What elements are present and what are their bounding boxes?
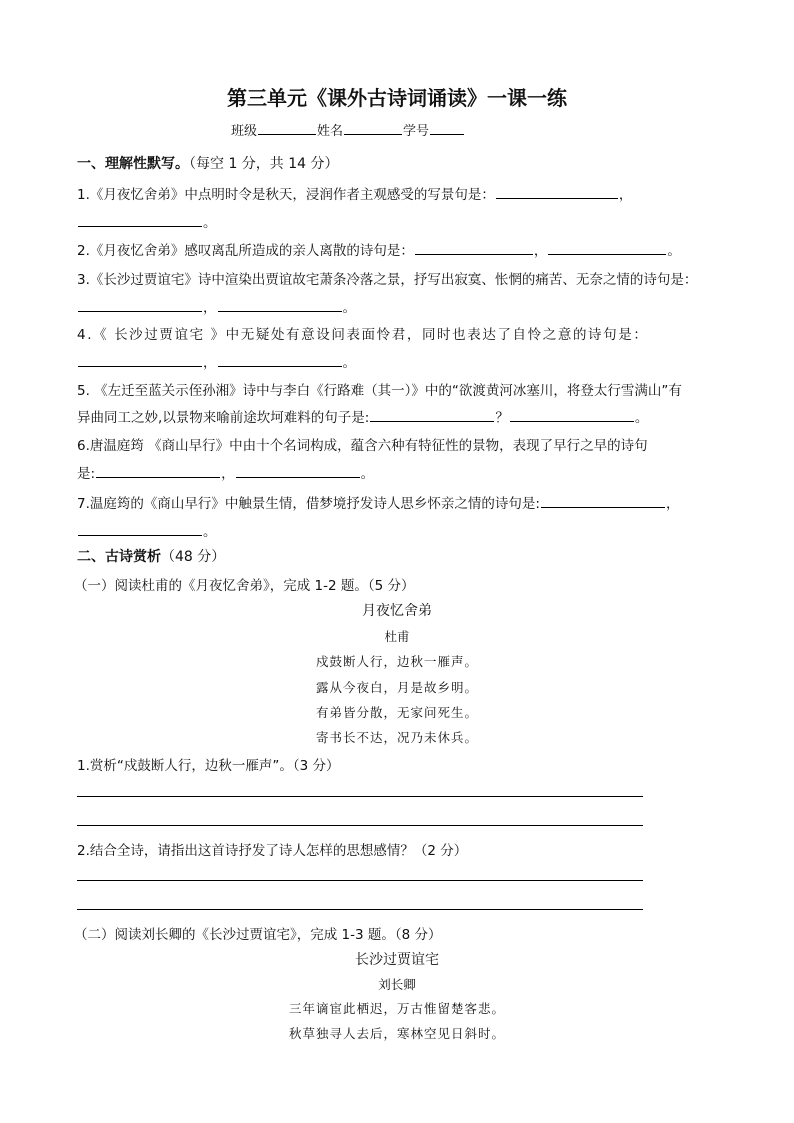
answer-line[interactable] — [77, 909, 643, 910]
question-1 — [77, 183, 632, 203]
answer-blank[interactable] — [218, 353, 342, 367]
poem1-line: 戍鼓断人行，边秋一雁声。 — [315, 654, 478, 669]
number-label: 学号 — [403, 124, 430, 139]
answer-blank[interactable] — [370, 408, 494, 422]
answer-blank[interactable] — [541, 494, 665, 508]
answer-blank[interactable] — [78, 522, 202, 536]
class-label: 班级 — [231, 124, 258, 139]
poem2-author: 刘长卿 — [378, 977, 416, 992]
question-text: 异曲同工之妙,以景物来喻前途坎坷难料的句子是: — [77, 410, 370, 426]
poem2-line: 秋草独寻人去后，寒林空见日斜时。 — [288, 1026, 505, 1041]
student-info-line — [231, 120, 465, 139]
poem1-author: 杜甫 — [384, 629, 410, 644]
number-blank[interactable] — [430, 121, 464, 135]
poem1-line: 露从今夜白，月是故乡明。 — [315, 680, 478, 695]
punct: ， — [203, 300, 217, 316]
answer-line[interactable] — [77, 796, 643, 797]
punct: 。 — [203, 215, 217, 231]
question-7 — [77, 492, 679, 512]
page-title: 第三单元《课外古诗词诵读》一课一练 — [227, 86, 567, 110]
part1-intro: （一）阅读杜甫的《月夜忆舍弟》，完成 1-2 题。（5 分） — [74, 578, 415, 594]
answer-blank[interactable] — [510, 408, 634, 422]
class-blank[interactable] — [258, 121, 316, 135]
section2-title: 二、古诗赏析 — [77, 549, 161, 565]
question-text: 2.《月夜忆舍弟》感叹离乱所造成的亲人离散的诗句是： — [77, 243, 414, 259]
punct: 。 — [360, 466, 375, 482]
question-4: 4.《 长沙过贾谊宅 》中无疑处有意设问表面怜君，同时也表达了自怜之意的诗句是： — [77, 327, 649, 343]
question-2 — [77, 239, 681, 259]
punct: ， — [618, 187, 633, 203]
answer-line[interactable] — [77, 880, 643, 881]
question-text: 1.《月夜忆舍弟》中点明时令是秋天，浸润作者主观感受的写景句是： — [77, 187, 495, 203]
question-5: 5. 《左迁至蓝关示侄孙湘》诗中与李白《行路难（其一）》中的“欲渡黄河冰塞川，将登太行雪满山”有 — [77, 383, 682, 399]
poem2-line: 三年谪宦此栖迟，万古惟留楚客悲。 — [288, 1001, 505, 1016]
punct: 。 — [634, 410, 649, 426]
question-3: 3.《长沙过贾谊宅》诗中渲染出贾谊故宅萧条冷落之景，抒写出寂寞、怅惘的痛苦、无奈之情的诗句是： — [77, 272, 698, 288]
answer-blank[interactable] — [548, 241, 666, 255]
punct: 。 — [342, 300, 356, 316]
section1-heading — [77, 153, 339, 173]
punct: ， — [665, 496, 680, 512]
poem1-line: 有弟皆分散，无家问死生。 — [315, 705, 478, 720]
punct: ， — [203, 355, 217, 371]
question-text: 是: — [77, 466, 96, 482]
answer-blank[interactable] — [415, 241, 533, 255]
question-1-cont — [77, 211, 217, 231]
answer-line[interactable] — [77, 825, 643, 826]
section1-title: 一、理解性默写。 — [77, 156, 189, 172]
punct: 。 — [203, 524, 217, 540]
answer-blank[interactable] — [236, 464, 360, 478]
punct: ， — [533, 243, 548, 259]
part1-question-1: 1.赏析“戍鼓断人行，边秋一雁声”。（3 分） — [77, 758, 340, 774]
poem2-title: 长沙过贾谊宅 — [355, 952, 439, 968]
section2-points: （48 分） — [161, 549, 226, 565]
name-label: 姓名 — [317, 124, 344, 139]
section2-heading — [77, 546, 225, 566]
question-text: 7.温庭筠的《商山早行》中触景生情，借梦境抒发诗人思乡怀亲之情的诗句是: — [77, 496, 540, 512]
punct: ， — [221, 466, 235, 482]
question-7-cont — [77, 520, 217, 540]
question-5-cont — [77, 406, 648, 426]
part1-question-2: 2.结合全诗，请指出这首诗抒发了诗人怎样的思想感情？（2 分） — [77, 843, 468, 859]
answer-blank[interactable] — [218, 298, 342, 312]
punct: 。 — [342, 355, 356, 371]
section1-points: （每空 1 分，共 14 分） — [189, 156, 339, 172]
question-4-cont — [77, 351, 356, 371]
question-3-cont — [77, 296, 356, 316]
poem1-title: 月夜忆舍弟 — [362, 603, 432, 619]
question-6-cont — [77, 462, 374, 482]
question-6: 6.唐温庭筠 《商山早行》中由十个名词构成，蕴含六种有特征性的景物，表现了早行之早的诗句 — [77, 438, 648, 454]
answer-blank[interactable] — [78, 298, 202, 312]
answer-blank[interactable] — [78, 213, 202, 227]
name-blank[interactable] — [344, 121, 402, 135]
punct: ？ — [495, 410, 509, 426]
poem1-line: 寄书长不达，况乃未休兵。 — [315, 730, 478, 745]
answer-blank[interactable] — [496, 185, 618, 199]
answer-blank[interactable] — [96, 464, 220, 478]
part2-intro: （二）阅读刘长卿的《长沙过贾谊宅》，完成 1-3 题。（8 分） — [74, 927, 442, 943]
punct: 。 — [667, 243, 681, 259]
answer-blank[interactable] — [78, 353, 202, 367]
